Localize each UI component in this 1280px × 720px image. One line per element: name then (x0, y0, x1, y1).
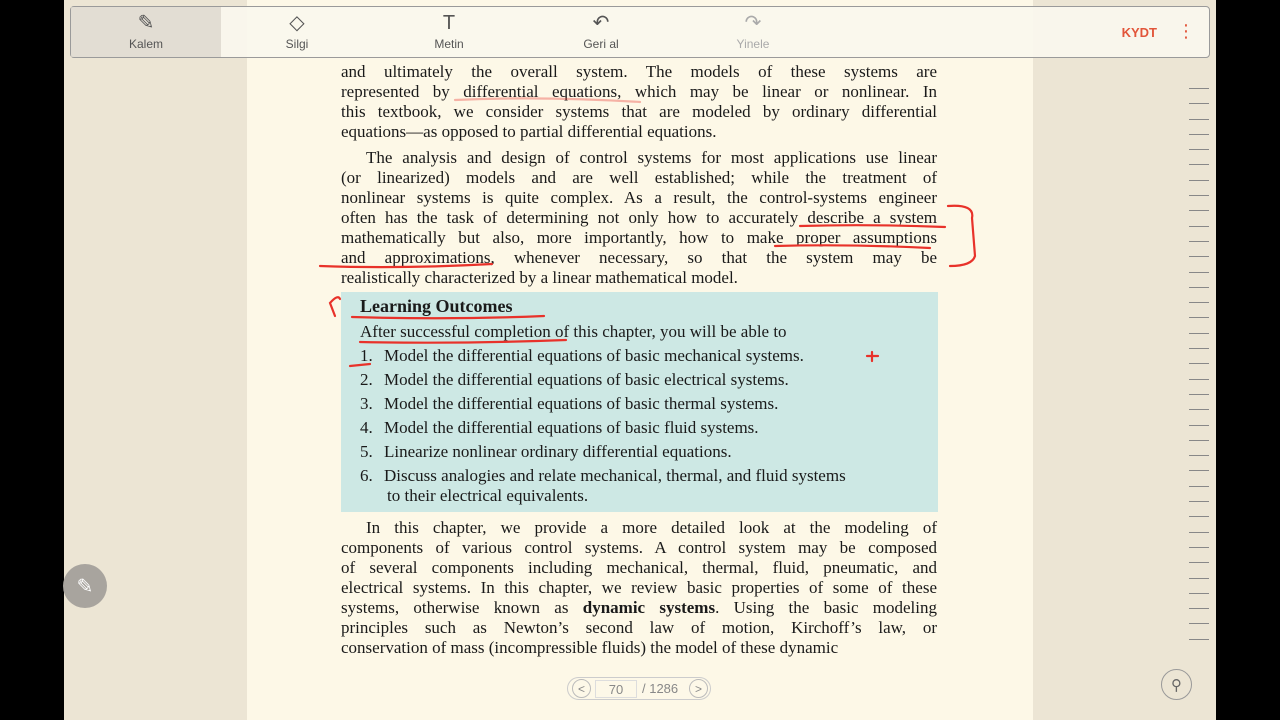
page-marker[interactable] (1189, 302, 1209, 303)
text-line: nonlinear systems is quite complex. As a result, the control-systems engineer (341, 188, 937, 207)
item-number: 1. (360, 346, 373, 365)
page-marker[interactable] (1189, 486, 1209, 487)
pin-note-button[interactable] (1161, 669, 1192, 700)
page-marker[interactable] (1189, 394, 1209, 395)
page-marker[interactable] (1189, 547, 1209, 548)
prev-page-button[interactable]: < (572, 679, 591, 698)
item-text-continued: to their electrical equivalents. (387, 486, 589, 505)
redo-icon: ↷ (744, 12, 762, 34)
page-marker[interactable] (1189, 470, 1209, 471)
page-marker[interactable] (1189, 440, 1209, 441)
page-marker[interactable] (1189, 501, 1209, 502)
page-marker[interactable] (1189, 639, 1209, 640)
item-number: 6. (360, 466, 373, 485)
page-marker[interactable] (1189, 532, 1209, 533)
text-line: principles such as Newton’s second law of motion, Kirchoff’s law, or (341, 618, 937, 637)
item-text: Linearize nonlinear ordinary differential equations. (384, 442, 732, 461)
eraser-icon: ◇ (289, 12, 305, 34)
page-marker[interactable] (1189, 562, 1209, 563)
text-line: and approximations, whenever necessary, so that the system may be (341, 248, 937, 267)
page-marker[interactable] (1189, 119, 1209, 120)
page-marker[interactable] (1189, 593, 1209, 594)
item-text: Discuss analogies and relate mechanical, thermal, and fluid systems (384, 466, 846, 485)
undo-button[interactable]: ↶ Geri al (526, 7, 676, 57)
page-marker[interactable] (1189, 455, 1209, 456)
page-marker[interactable] (1189, 195, 1209, 196)
page-marker[interactable] (1189, 516, 1209, 517)
page-marker[interactable] (1189, 256, 1209, 257)
text-line: The analysis and design of control systems for most applications use linear (366, 148, 937, 167)
brand-label[interactable]: KYDT (1121, 25, 1157, 40)
page-marker[interactable] (1189, 425, 1209, 426)
item-number: 5. (360, 442, 373, 461)
learning-outcomes-intro: After successful completion of this chapter, you will be able to (360, 322, 787, 341)
text-line: realistically characterized by a linear mathematical model. (341, 268, 738, 287)
page-total: / 1286 (642, 681, 679, 696)
page-marker[interactable] (1189, 210, 1209, 211)
pencil-icon: ✎ (76, 574, 94, 598)
page-marker[interactable] (1189, 348, 1209, 349)
text-line: represented by differential equations, which may be linear or nonlinear. In (341, 82, 937, 101)
page-number-input[interactable]: 70 (595, 680, 637, 698)
tool-pen[interactable]: ✎ Kalem (71, 7, 221, 57)
page-scroll-index[interactable] (1189, 88, 1209, 654)
text-line: this textbook, we consider systems that are modeled by ordinary differential (341, 102, 937, 121)
page-marker[interactable] (1189, 226, 1209, 227)
page-marker[interactable] (1189, 409, 1209, 410)
item-text: Model the differential equations of basic thermal systems. (384, 394, 779, 413)
item-text: Model the differential equations of basic mechanical systems. (384, 346, 804, 365)
text-line: of several components including mechanical, thermal, fluid, pneumatic, and (341, 558, 937, 577)
item-number: 4. (360, 418, 373, 437)
redo-button[interactable]: ↷ Yinele (678, 7, 828, 57)
item-text: Model the differential equations of basic electrical systems. (384, 370, 789, 389)
item-text: Model the differential equations of basic fluid systems. (384, 418, 759, 437)
text-line: and ultimately the overall system. The models of these systems are (341, 62, 937, 81)
text-line: components of various control systems. A control system may be composed (341, 538, 937, 557)
text-line: (or linearized) models and are well established; while the treatment of (341, 168, 937, 187)
text-line: conservation of mass (incompressible fluids) the model of these dynamic (341, 638, 839, 657)
annotation-toolbar (70, 6, 1210, 58)
text-line: equations—as opposed to partial differential equations. (341, 122, 717, 141)
page-marker[interactable] (1189, 333, 1209, 334)
next-page-button[interactable]: > (689, 679, 708, 698)
more-menu-icon[interactable]: ⋮ (1177, 21, 1195, 42)
page-marker[interactable] (1189, 88, 1209, 89)
pin-icon: ⚲ (1171, 676, 1182, 694)
text-icon: T (442, 12, 456, 34)
page-marker[interactable] (1189, 164, 1209, 165)
text-line: mathematically but also, more importantly, how to make proper assumptions (341, 228, 937, 247)
page-navigator (567, 677, 711, 700)
undo-icon: ↶ (592, 12, 610, 34)
text-line: electrical systems. In this chapter, we review basic properties of some of these (341, 578, 937, 597)
page-marker[interactable] (1189, 623, 1209, 624)
page-marker[interactable] (1189, 241, 1209, 242)
page-marker[interactable] (1189, 272, 1209, 273)
pen-icon: ✎ (137, 12, 155, 34)
tool-text[interactable]: T Metin (374, 7, 524, 57)
page-marker[interactable] (1189, 608, 1209, 609)
page-marker[interactable] (1189, 363, 1209, 364)
page-marker[interactable] (1189, 180, 1209, 181)
page-marker[interactable] (1189, 287, 1209, 288)
tool-eraser[interactable]: ◇ Silgi (222, 7, 372, 57)
text-line: systems, otherwise known as dynamic systems. Using the basic modeling (341, 598, 937, 617)
page-marker[interactable] (1189, 379, 1209, 380)
item-number: 2. (360, 370, 373, 389)
text-line: In this chapter, we provide a more detailed look at the modeling of (366, 518, 937, 537)
page-marker[interactable] (1189, 317, 1209, 318)
item-number: 3. (360, 394, 373, 413)
page-marker[interactable] (1189, 134, 1209, 135)
edit-pen-button[interactable] (63, 564, 107, 608)
page-marker[interactable] (1189, 103, 1209, 104)
text-line: often has the task of determining not only how to accurately describe a system (341, 208, 937, 227)
page-marker[interactable] (1189, 578, 1209, 579)
learning-outcomes-title: Learning Outcomes (360, 296, 513, 316)
page-marker[interactable] (1189, 149, 1209, 150)
